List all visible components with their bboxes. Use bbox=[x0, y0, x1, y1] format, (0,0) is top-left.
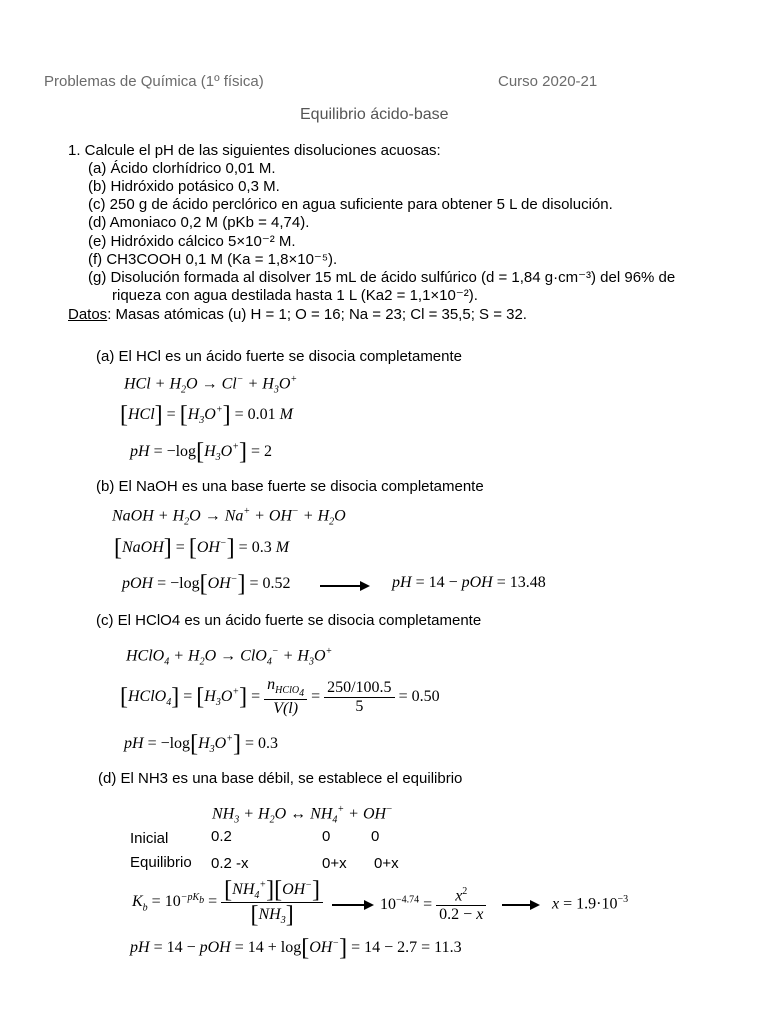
solution-c-conc-value: 0.50 bbox=[411, 687, 440, 705]
right-arrow-icon bbox=[320, 585, 368, 587]
problem-item-c: (c) 250 g de ácido perclórico en agua suficiente para obtener 5 L de disolución. bbox=[88, 196, 613, 213]
solution-d-x-value: 1.9·10 bbox=[576, 895, 618, 913]
solution-b-concentration: [NaOH] = [OH−] = 0.3 M bbox=[114, 535, 290, 561]
solution-b-conc-value: 0.3 bbox=[251, 539, 272, 556]
solution-d-x-exponent: −3 bbox=[617, 894, 629, 905]
solution-a-ph-value: 2 bbox=[263, 443, 272, 460]
page-title: Equilibrio ácido-base bbox=[300, 106, 449, 123]
solution-b-heading: (b) El NaOH es una base fuerte se disocia completamente bbox=[96, 478, 484, 495]
solution-d-kb-fraction: $\frac{[NH_4^+][OH^-]}{[NH_3]}$ bbox=[221, 878, 323, 927]
solution-c-frac-num: 250/100.5 bbox=[324, 679, 394, 698]
solution-c-heading: (c) El HClO4 es un ácido fuerte se disocia completamente bbox=[96, 612, 482, 629]
solution-d-ph: pH = 14 − pOH = 14 + log[OH−] = 14 − 2.7 = 11.3 bbox=[130, 935, 462, 961]
table-equilibrium-label: Equilibrio bbox=[130, 854, 192, 871]
table-equilibrium-nh3: 0.2 -x bbox=[211, 855, 249, 872]
right-arrow-icon bbox=[502, 904, 538, 906]
datos-text: : Masas atómicas (u) H = 1; O = 16; Na = 23; Cl = 35,5; S = 32. bbox=[107, 306, 527, 323]
problem-item-g: (g) Disolución formada al disolver 15 mL de ácido sulfúrico (d = 1,84 g·cm⁻³) del 96% de bbox=[88, 269, 676, 286]
solution-d-x: $x = 1.9\cdot 10^{-3}$ bbox=[552, 894, 629, 913]
solution-a-ph: pH = $-\log[H_3O^+] = 2$ bbox=[130, 439, 272, 465]
solution-b-ph-value: 13.48 bbox=[509, 574, 546, 591]
solution-b-ph: pH = 14 − pOH = 13.48 bbox=[392, 574, 546, 591]
table-equilibrium-nh4: 0+x bbox=[322, 855, 347, 872]
table-initial-nh4: 0 bbox=[322, 828, 331, 845]
right-arrow-icon bbox=[332, 904, 372, 906]
solution-c-fraction bbox=[324, 679, 394, 716]
solution-a-heading: (a) El HCl es un ácido fuerte se disocia completamente bbox=[96, 348, 463, 365]
problem-intro: 1. Calcule el pH de las siguientes disoluciones acuosas: bbox=[68, 142, 441, 159]
problem-item-e: (e) Hidróxido cálcico 5×10⁻² M. bbox=[88, 233, 296, 250]
solution-c-frac-den: 5 bbox=[355, 697, 364, 715]
solution-d-reaction: $NH_3 + H_2O$ ↔ $NH_4^+ + OH^-$ bbox=[212, 804, 393, 826]
solution-d-heading: (d) El NH3 es una base débil, se establece el equilibrio bbox=[98, 770, 463, 787]
solution-c-ph: pH = $-\log[H_3O^+] = 0.3$ bbox=[124, 731, 278, 757]
table-initial-nh3: 0.2 bbox=[211, 828, 232, 845]
solution-d-equation: $10^{-4.74}$ = $\frac{x^2}{0.2 - x}$ bbox=[380, 886, 486, 924]
solution-a-conc-value: 0.01 bbox=[247, 406, 276, 423]
solution-b-reaction: NaOH + $H_2O \to Na^+ + OH^- + H_2O$ bbox=[112, 506, 346, 528]
solution-c-concentration: [HClO$_4$] = $[H_3O^+]$ = $\frac{n_{HClO_4}}{V(l)}$ = $\frac{250/100.5}{5}$ = 0.50 bbox=[120, 676, 440, 718]
solution-c-ph-value: 0.3 bbox=[257, 735, 278, 752]
solution-b-poh-value: 0.52 bbox=[262, 575, 291, 592]
table-initial-oh: 0 bbox=[371, 828, 380, 845]
solution-d-ph-chain: 14 − 2.7 = 11.3 bbox=[364, 939, 462, 956]
solution-c-reaction: HClO$_4$ + $H_2O \to ClO_4^- + H_3O^+$ bbox=[126, 646, 333, 668]
problem-item-a: (a) Ácido clorhídrico 0,01 M. bbox=[88, 160, 276, 177]
problem-item-f: (f) CH3COOH 0,1 M (Ka = 1,8×10⁻⁵). bbox=[88, 251, 338, 268]
solution-c-moles-over-volume: $\frac{n_{HClO_4}}{V(l)}$ bbox=[264, 676, 307, 718]
problem-data bbox=[68, 306, 527, 323]
problem-item-d: (d) Amoniaco 0,2 M (pKb = 4,74). bbox=[88, 214, 310, 231]
course-year: Curso 2020-21 bbox=[498, 73, 598, 90]
solution-d-kb-expression: $K_b = 10^{-pK_b}$ = $\frac{[NH_4^+][OH^-]}{[NH_3]}$ bbox=[132, 878, 323, 927]
solution-a-reaction: HCl + $H_2O \to Cl^- + H_3O^+$ bbox=[124, 374, 298, 396]
solution-b-poh: pOH = −log[OH−] = 0.52 bbox=[122, 571, 291, 597]
problem-item-b: (b) Hidróxido potásico 0,3 M. bbox=[88, 178, 280, 195]
datos-label: Datos bbox=[68, 306, 108, 323]
problem-item-g-cont: riqueza con agua destilada hasta 1 L (Ka2 = 1,1×10⁻²). bbox=[112, 287, 478, 304]
course-subject: Problemas de Química (1º física) bbox=[44, 73, 264, 90]
solution-d-equation-fraction: $\frac{x^2}{0.2 - x}$ bbox=[436, 886, 486, 924]
table-equilibrium-oh: 0+x bbox=[374, 855, 399, 872]
table-initial-label: Inicial bbox=[130, 830, 169, 847]
solution-a-concentration: $[HCl] = [H_3O^+] = 0.01$ M bbox=[120, 402, 293, 428]
